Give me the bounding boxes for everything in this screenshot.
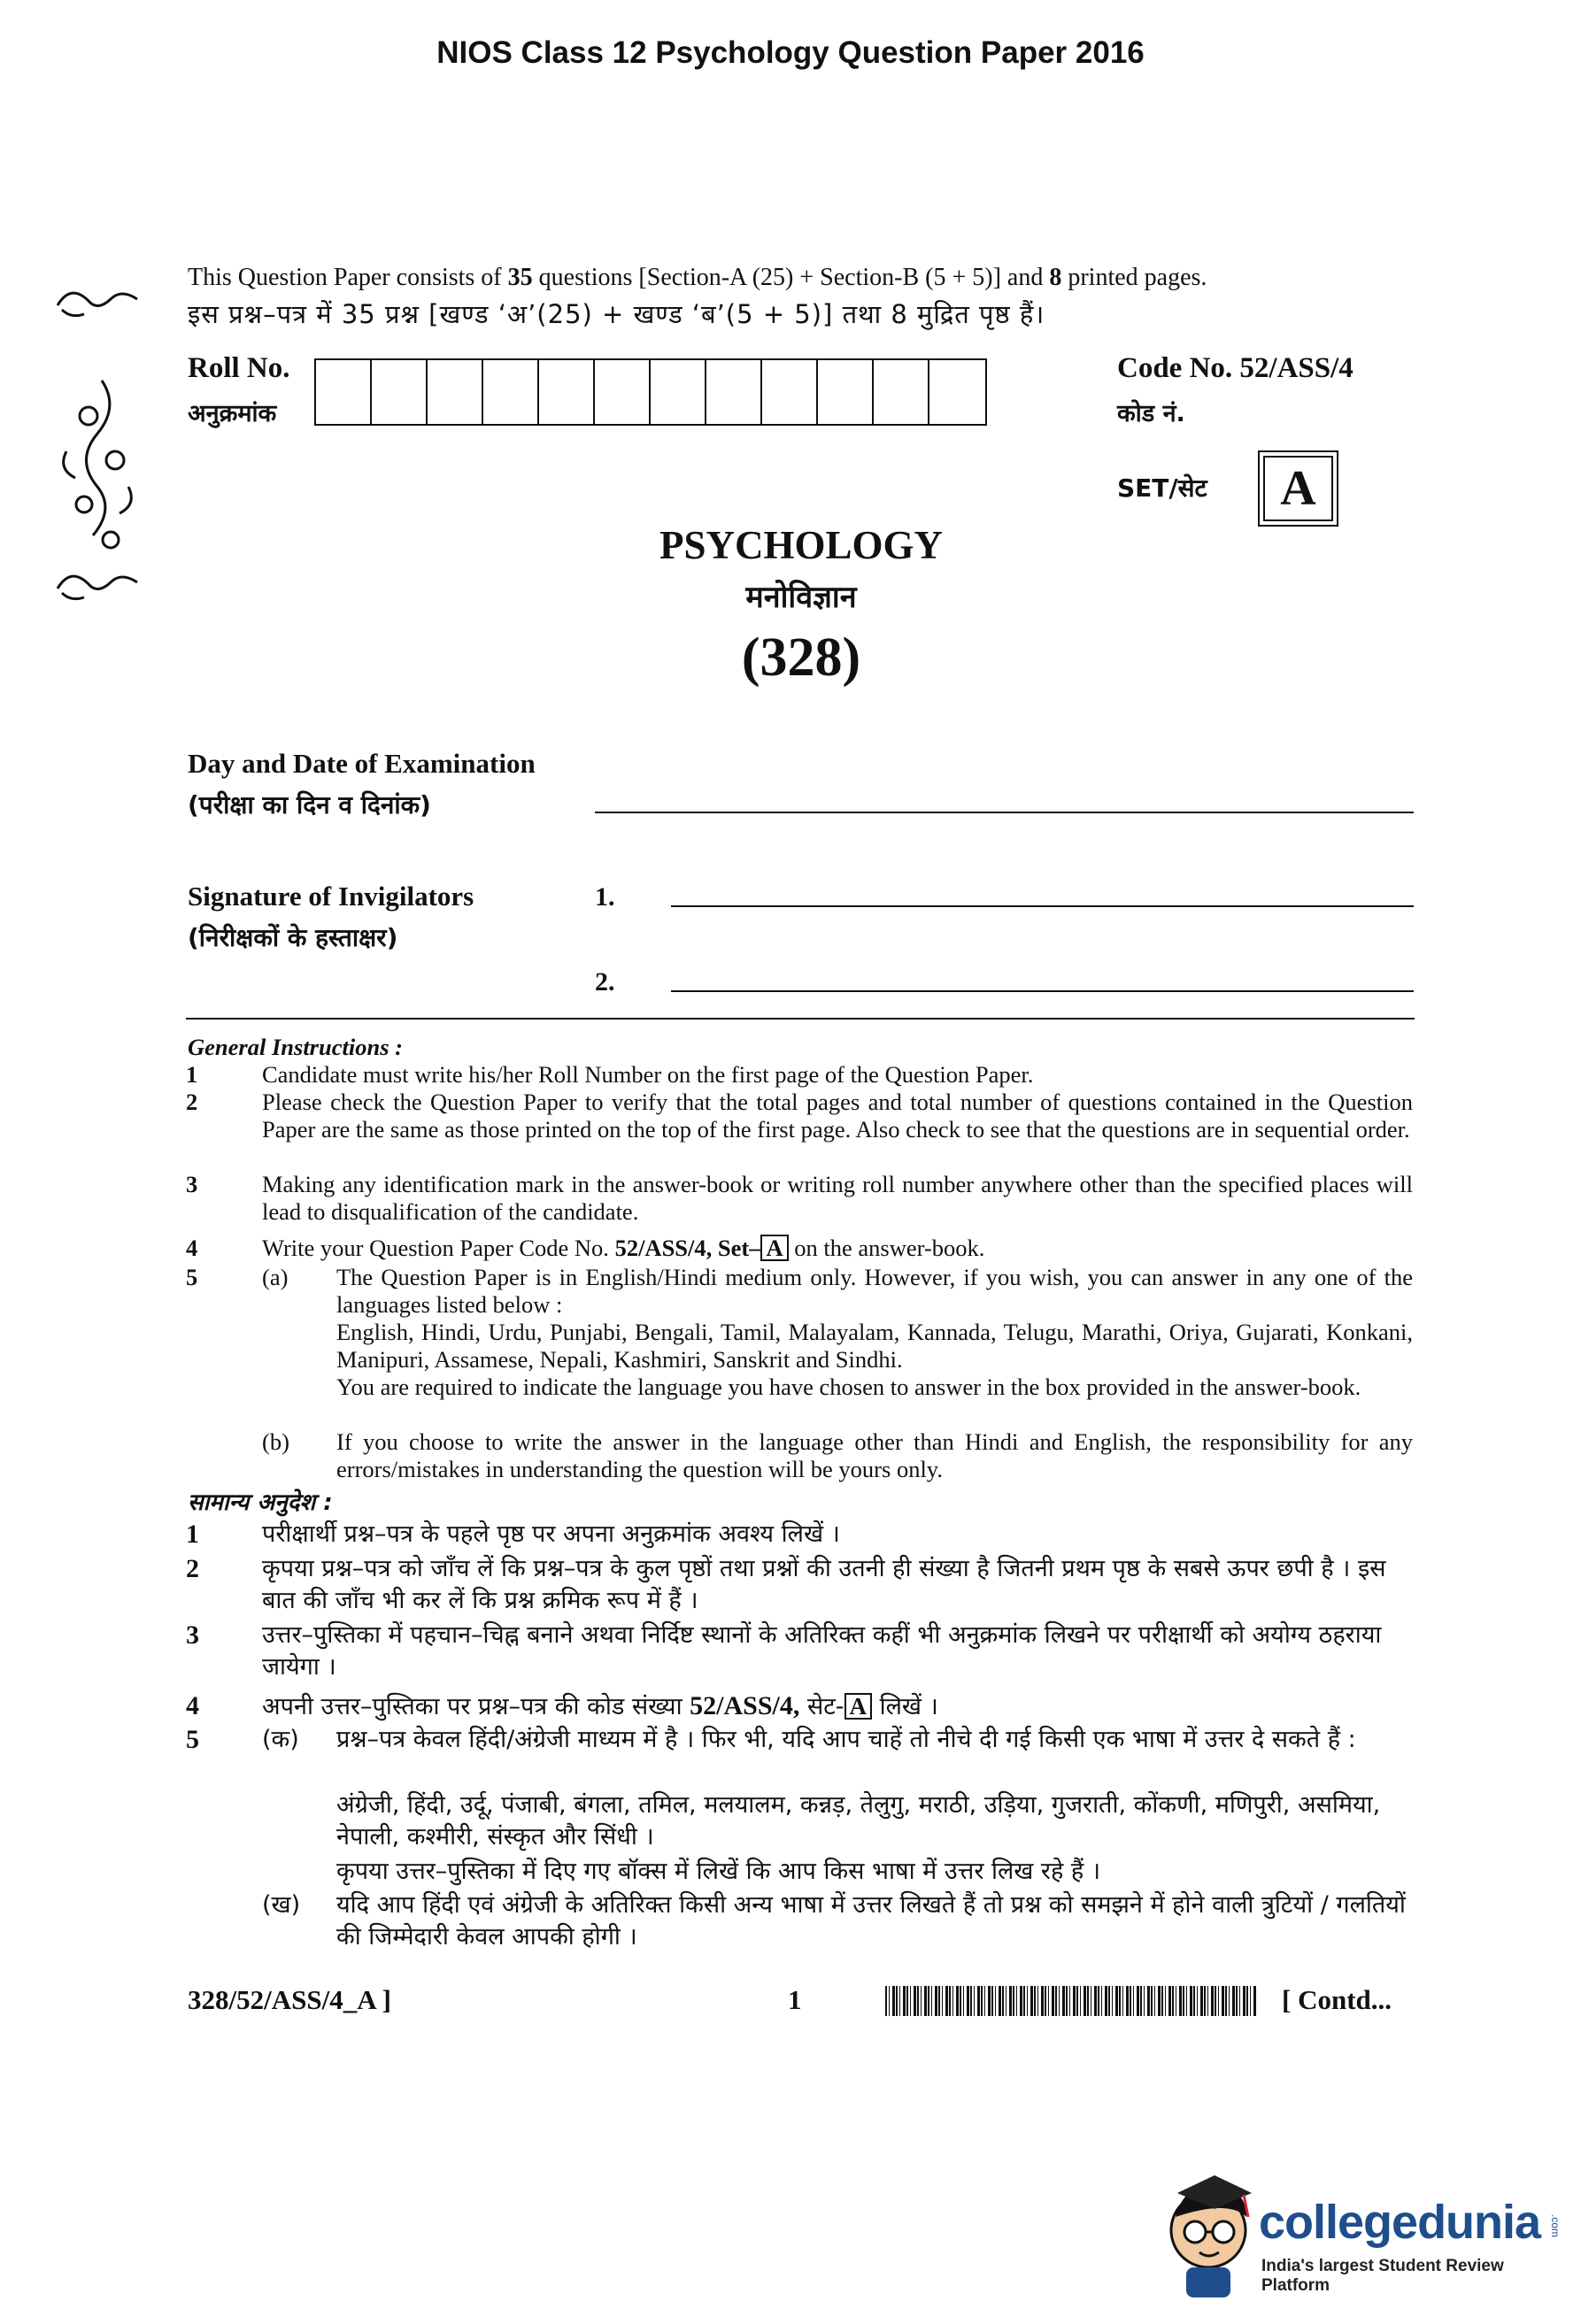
general-instructions-heading: General Instructions :: [188, 1034, 403, 1060]
page-header-title: NIOS Class 12 Psychology Question Paper 2016: [436, 35, 1145, 70]
student-mascot-icon: [1160, 2168, 1257, 2301]
section-divider: [186, 1018, 1415, 1020]
set-box: A: [1263, 456, 1333, 521]
roll-cell[interactable]: [428, 360, 483, 424]
subject-code: (328): [741, 627, 861, 688]
logo-text: collegedunia: [1259, 2196, 1541, 2249]
page-number: 1: [788, 1984, 802, 2015]
logo-tld: .com: [1549, 2214, 1562, 2238]
footer-paper-code: 328/52/ASS/4_A ]: [188, 1984, 391, 2015]
roll-cell[interactable]: [483, 360, 539, 424]
subject-title-hindi: मनोविज्ञान: [745, 580, 857, 615]
roll-cell[interactable]: [762, 360, 818, 424]
invigilator-label-hindi: (निरीक्षकों के हस्ताक्षर): [188, 923, 398, 952]
intro-hindi: इस प्रश्न–पत्र में 35 प्रश्न [खण्ड ‘अ’(25) + खण्ड ‘ब’(5 + 5)] तथा 8 मुद्रित पृष्ठ हैं।: [188, 299, 1045, 329]
set-label: SET/सेट: [1117, 473, 1207, 503]
invigilator-2-number: 2.: [595, 967, 615, 997]
hindi-set-a-box: A: [844, 1693, 873, 1720]
roll-label: Roll No.: [188, 352, 290, 384]
exam-date-line[interactable]: [595, 812, 1414, 813]
set-a-box: A: [760, 1235, 788, 1261]
roll-cell[interactable]: [595, 360, 651, 424]
barcode: [885, 1986, 1257, 2016]
intro-english: This Question Paper consists of 35 questions [Section-A (25) + Section-B (5 + 5)] and 8 printed pages.: [188, 264, 1207, 291]
collegedunia-logo[interactable]: [1160, 2168, 1567, 2310]
subject-title: PSYCHOLOGY: [659, 523, 944, 567]
roll-label-hindi: अनुक्रमांक: [188, 400, 277, 427]
roll-cell[interactable]: [651, 360, 706, 424]
exam-date-label-hindi: (परीक्षा का दिन व दिनांक): [188, 790, 431, 820]
logo-tagline: India's largest Student Review Platform: [1261, 2257, 1504, 2295]
roll-cell[interactable]: [929, 360, 985, 424]
hindi-instructions-heading: सामान्य अनुदेश :: [188, 1489, 333, 1516]
roll-cell[interactable]: [316, 360, 372, 424]
roll-cell[interactable]: [539, 360, 595, 424]
code-label-hindi: कोड नं.: [1117, 400, 1185, 427]
code-number: Code No. 52/ASS/4: [1117, 352, 1353, 384]
invigilator-2-line[interactable]: [671, 990, 1414, 992]
invigilator-label: Signature of Invigilators: [188, 881, 474, 912]
continued-label: [ Contd...: [1282, 1984, 1392, 2015]
roll-cell[interactable]: [818, 360, 874, 424]
roll-cell[interactable]: [874, 360, 929, 424]
roll-cell[interactable]: [372, 360, 428, 424]
roll-cell[interactable]: [706, 360, 762, 424]
exam-date-label: Day and Date of Examination: [188, 748, 536, 779]
roll-number-boxes[interactable]: [314, 358, 987, 426]
invigilator-1-line[interactable]: [671, 905, 1414, 907]
invigilator-1-number: 1.: [595, 882, 615, 912]
